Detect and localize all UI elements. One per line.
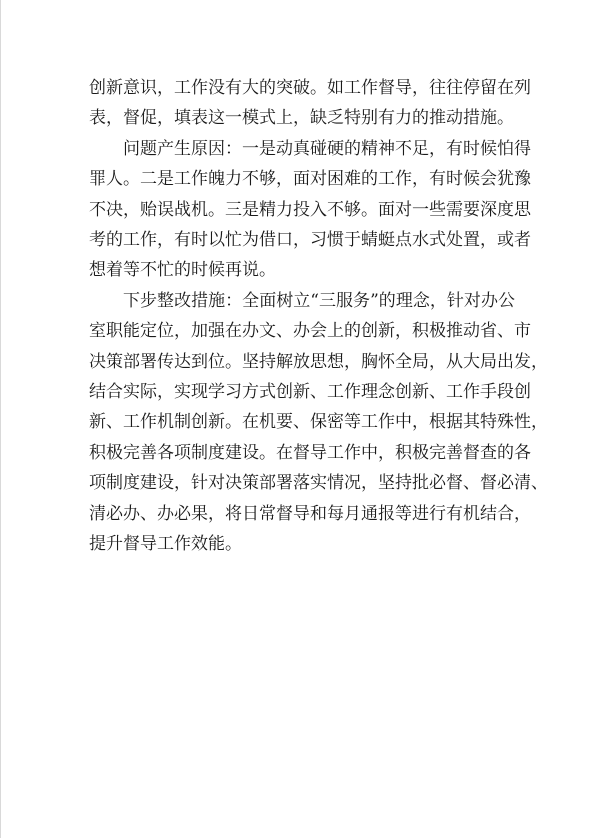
text-line: 决策部署传达到位。坚持解放思想，胸怀全局，从大局出发， — [89, 351, 548, 372]
text-line: 不决，贻误战机。三是精力投入不够。面对一些需要深度思 — [89, 199, 531, 220]
paragraph-3 — [89, 286, 548, 560]
text-line: 室职能定位，加强在办文、办会上的创新，积极推动省、市 — [89, 321, 531, 342]
text-line: 考的工作，有时以忙为借口，习惯于蜻蜓点水式处置，或者 — [89, 230, 531, 251]
paragraph-2 — [89, 134, 531, 286]
text-line: 项制度建设，针对决策部署落实情况，坚持批必督、督必清、 — [89, 473, 548, 494]
document-body — [89, 73, 548, 560]
text-line: 积极完善各项制度建设。在督导工作中，积极完善督查的各 — [89, 442, 531, 463]
text-line: 罪人。二是工作魄力不够，面对困难的工作，有时候会犹豫 — [89, 169, 531, 190]
text-line: 想着等不忙的时候再说。 — [89, 260, 276, 281]
text-line: 表，督促，填表这一模式上，缺乏特别有力的推动措施。 — [89, 108, 514, 129]
text-line: 清必办、办必果，将日常督导和每月通报等进行有机结合， — [89, 503, 531, 524]
text-line: 创新意识，工作没有大的突破。如工作督导，往往停留在列 — [89, 78, 531, 98]
paragraph-1 — [89, 73, 531, 134]
text-line: 下步整改措施：全面树立“三服务”的理念，针对办公 — [123, 290, 515, 311]
text-line: 问题产生原因：一是动真碰硬的精神不足，有时候怕得 — [123, 138, 531, 159]
text-line: 结合实际，实现学习方式创新、工作理念创新、工作手段创 — [89, 382, 531, 403]
text-line: 提升督导工作效能。 — [89, 534, 242, 555]
text-line: 新、工作机制创新。在机要、保密等工作中，根据其特殊性， — [89, 412, 548, 433]
